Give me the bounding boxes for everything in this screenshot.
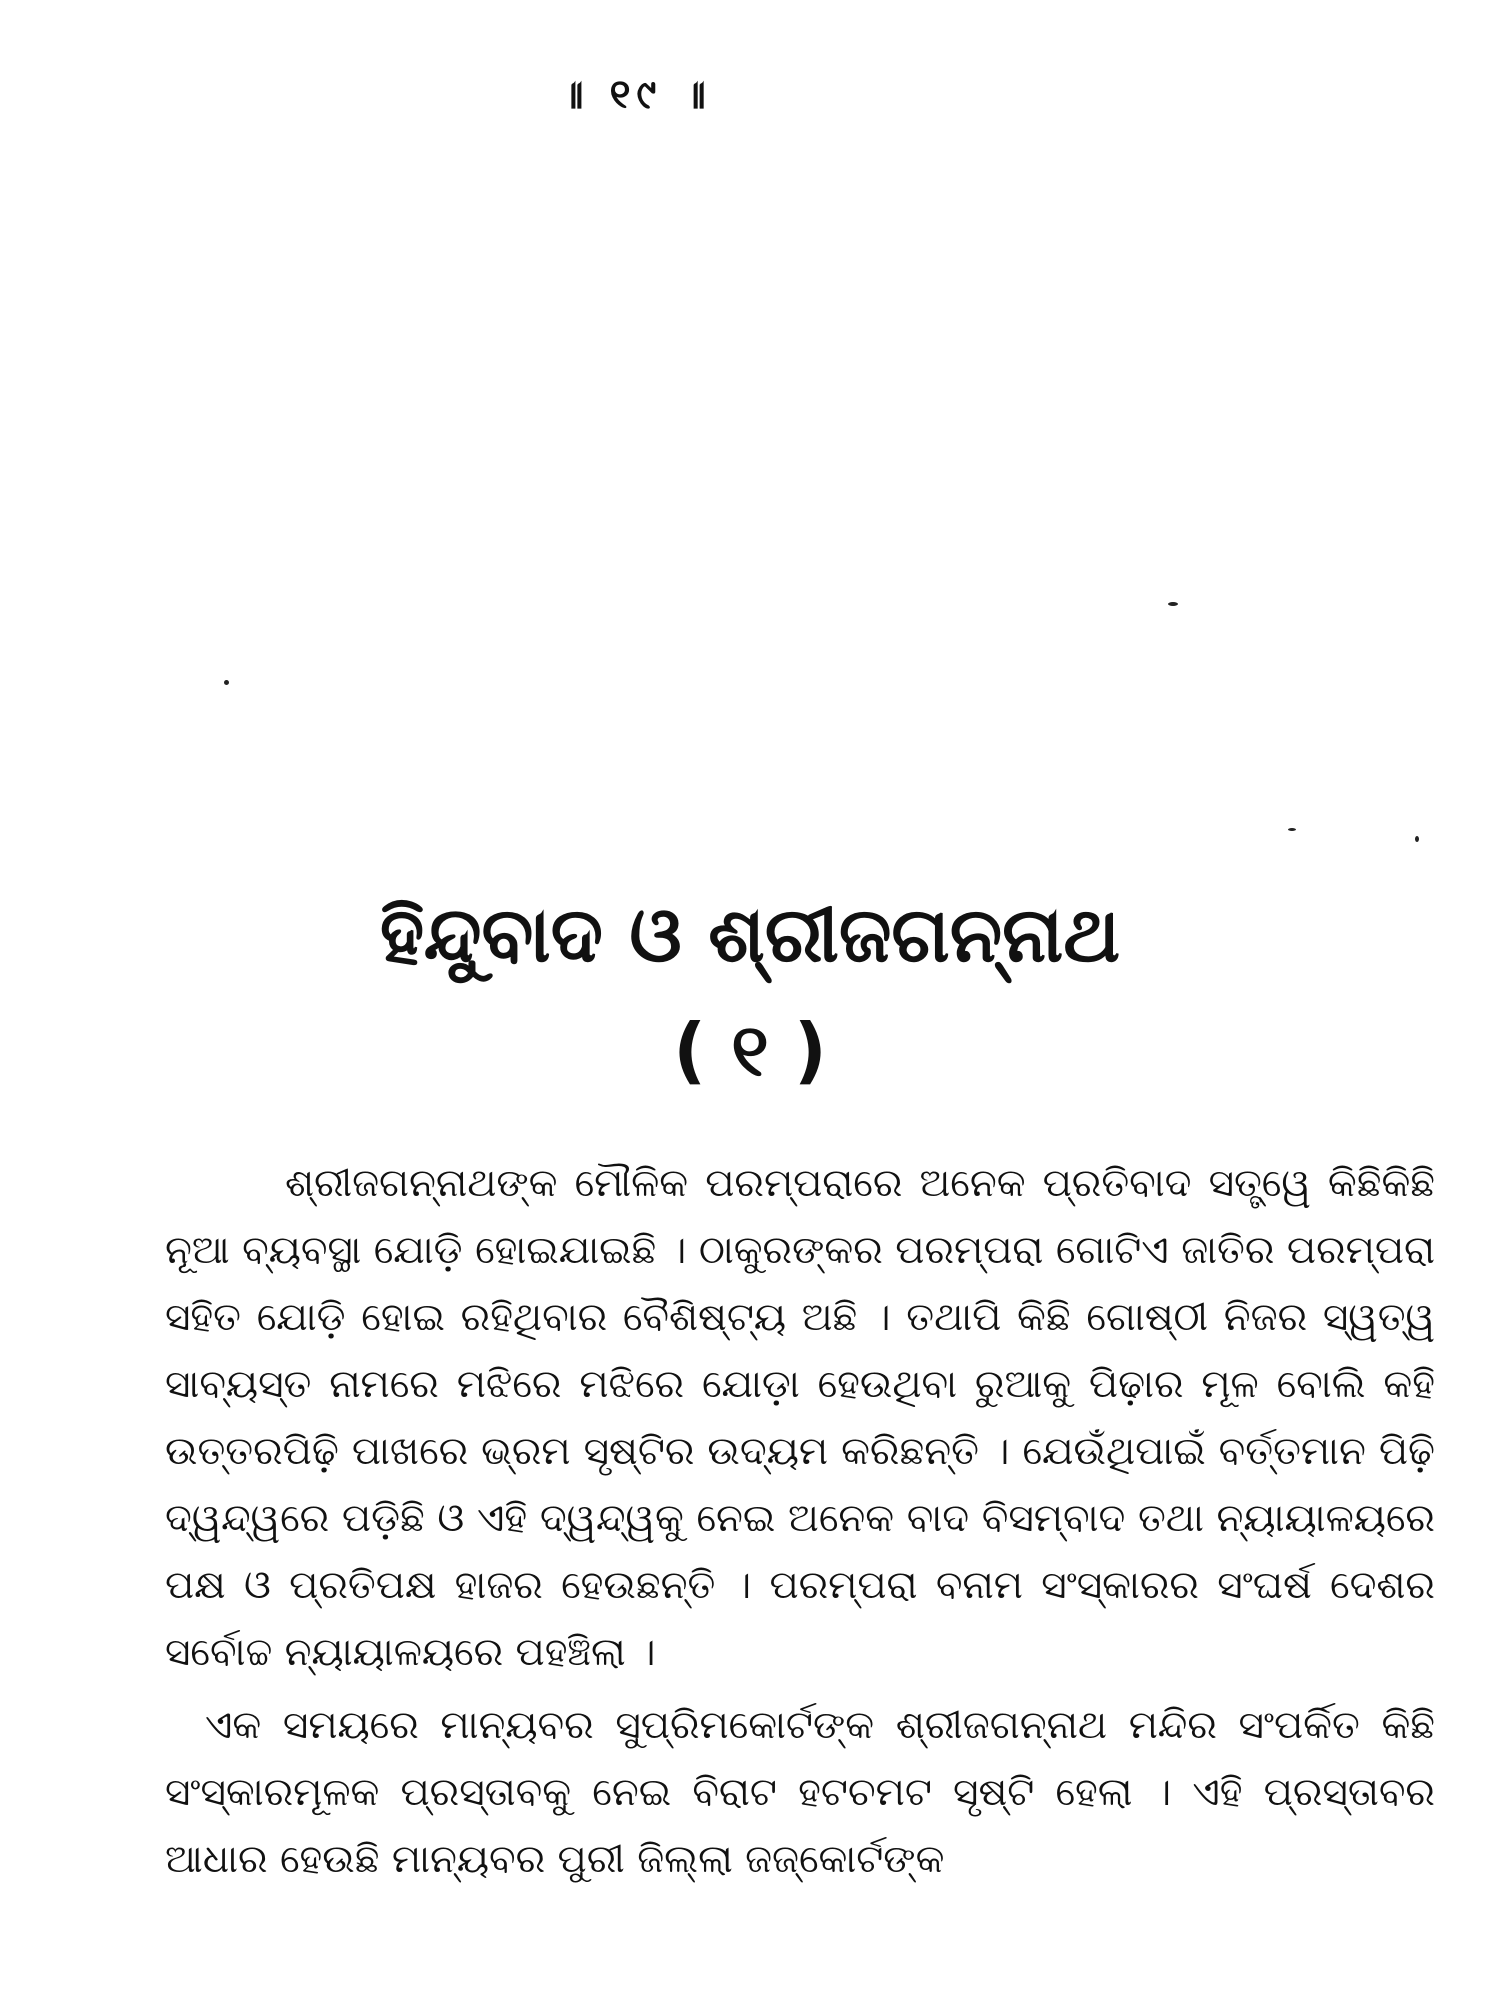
paragraph: ଶ୍ରୀଜଗନ୍ନାଥଙ୍କ ମୌଳିକ ପରମ୍ପରାରେ ଅନେକ ପ୍ରତିବାଦ ସତ୍ତ୍ୱେ କିଛିକିଛି ନୂଆ ବ୍ୟବସ୍ଥା ଯୋଡ଼ି ହୋଇଯାଇଛି । ଠାକୁରଙ୍କର ପରମ୍ପରା ଗୋଟିଏ ଜାତିର ପରମ୍ପରା ସହିତ ଯୋଡ଼ି ହୋଇ ରହିଥିବାର ବୈଶିଷ୍ଟ୍ୟ ଅଛି । ତଥାପି କିଛି ଗୋଷ୍ଠୀ ନିଜର ସ୍ୱତ୍ୱ ସାବ୍ୟସ୍ତ ନାମରେ ମଝିରେ ମଝିରେ ଯୋଡ଼ା ହେଉଥିବା ରୁଆକୁ ପିଢ଼ାର ମୂଳ ବୋଲି କହି ଉତ୍ତରପିଢ଼ି ପାଖରେ ଭ୍ରମ ସୃଷ୍ଟିର ଉଦ୍ୟମ କରିଛନ୍ତି । ଯେଉଁଥିପାଇଁ ବର୍ତ୍ତମାନ ପିଢ଼ି ଦ୍ୱନ୍ଦ୍ୱରେ ପଡ଼ିଛି ଓ ଏହି ଦ୍ୱନ୍ଦ୍ୱକୁ ନେଇ ଅନେକ ବାଦ ବିସମ୍ବାଦ ତଥା ନ୍ୟାୟାଳୟରେ ପକ୍ଷ ଓ ପ୍ରତିପକ୍ଷ ହାଜର ହେଉଛନ୍ତି । ପରମ୍ପରା ବନାମ ସଂସ୍କାରର ସଂଘର୍ଷ ଦେଶର ସର୍ବୋଚ୍ଚ ନ୍ୟାୟାଳୟରେ ପହଞ୍ଚିଲା । xyxy=(165,1161,1435,1675)
print-speck xyxy=(224,680,229,685)
chapter-part-number: ( ୧ ) xyxy=(673,1008,827,1092)
paragraph: ଏକ ସମୟରେ ମାନ୍ୟବର ସୁପ୍ରିମକୋର୍ଟଙ୍କ ଶ୍ରୀଜଗନ୍ନାଥ ମନ୍ଦିର ସଂପର୍କିତ କିଛି ସଂସ୍କାରମୂଳକ ପ୍ରସ୍ତାବକୁ ନେଇ ବିରାଟ ହଟଚମଟ ସୃଷ୍ଟି ହେଲା । ଏହି ପ୍ରସ୍ତାବର ଆଧାର ହେଉଛି ମାନ୍ୟବର ପୁରୀ ଜିଲ୍ଲା ଜଜ୍‌କୋର୍ଟଙ୍କ xyxy=(165,1703,1435,1882)
print-speck xyxy=(1415,836,1419,842)
body-text xyxy=(165,1150,1435,1899)
print-speck xyxy=(1288,828,1296,831)
page-number: ॥ ୧୯ ॥ xyxy=(560,72,712,118)
chapter-title: ହିନ୍ଦୁବାଦ ଓ ଶ୍ରୀଜଗନ୍ନାଥ xyxy=(379,890,1121,979)
print-speck xyxy=(1168,602,1178,606)
